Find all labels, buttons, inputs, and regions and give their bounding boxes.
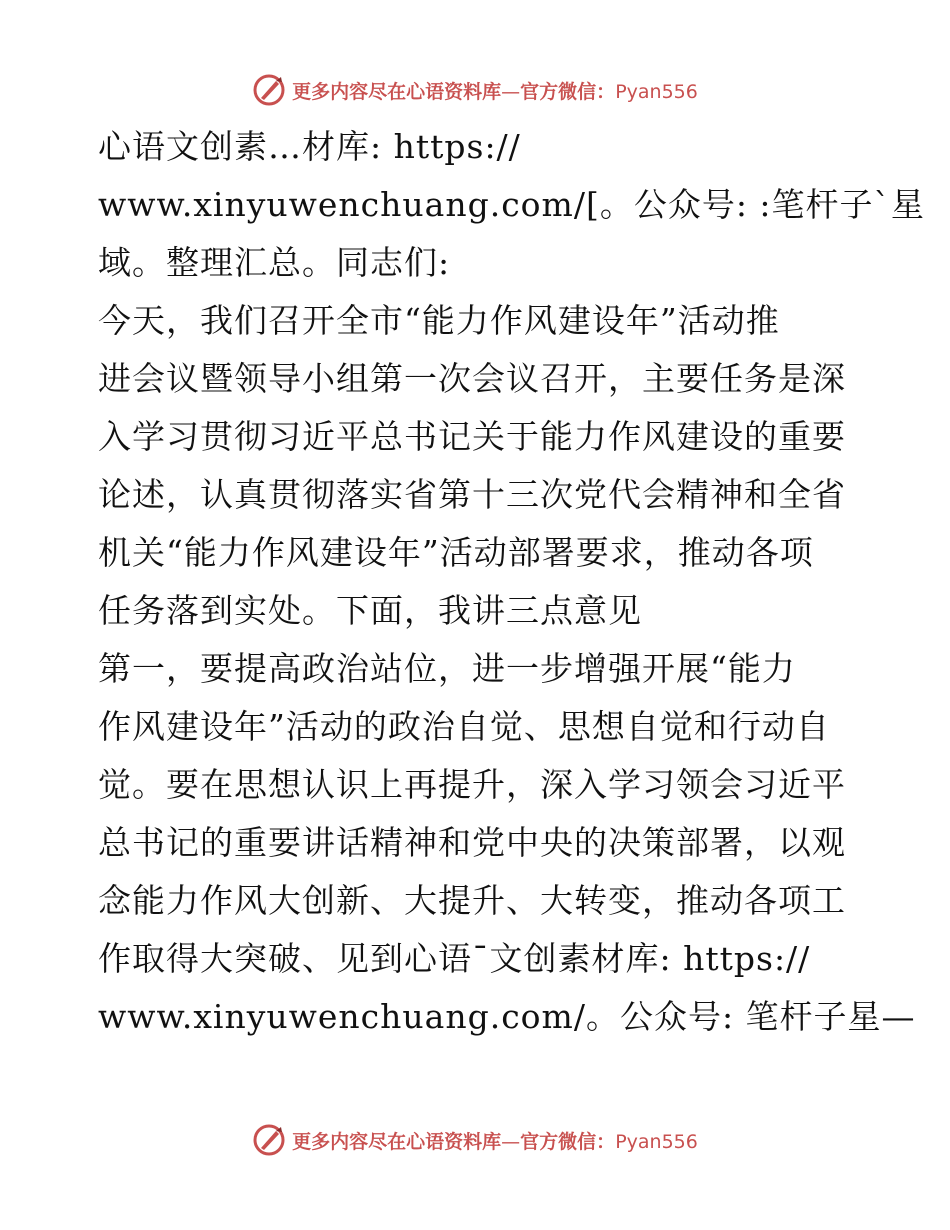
- text-line: 论述，认真贯彻落实省第十三次党代会精神和全省: [98, 475, 846, 514]
- text-line: 心语文创素…材库: https://: [98, 127, 521, 166]
- text-line: www.xinyuwenchuang.com/。公众号: 笔杆子星—: [98, 997, 916, 1036]
- banner-content: [252, 1123, 698, 1157]
- banner-text: [292, 1127, 698, 1154]
- document-body: [98, 118, 926, 1046]
- banner-title: 更多内容尽在心语资料库: [292, 1130, 502, 1153]
- paragraph-first-point: [98, 640, 916, 1046]
- quill-logo-icon: [252, 1123, 286, 1157]
- banner-wechat-id: Pyan556: [615, 1130, 698, 1153]
- footer-watermark-banner: [0, 1120, 950, 1160]
- text-line: 今天，我们召开全市“能力作风建设年”活动推: [98, 301, 780, 340]
- text-line: 域。整理汇总。同志们:: [98, 243, 451, 282]
- header-watermark-banner: [0, 70, 950, 110]
- text-line: 觉。要在思想认识上再提升，深入学习领会习近平: [98, 765, 846, 804]
- text-line: www.xinyuwenchuang.com/[。公众号: :笔杆子`星: [98, 185, 926, 224]
- banner-wechat-label: 官方微信：: [520, 80, 616, 103]
- banner-dash: —: [501, 80, 521, 103]
- banner-dash: —: [501, 1130, 521, 1153]
- text-line: 进会议暨领导小组第一次会议召开，主要任务是深: [98, 359, 846, 398]
- quill-logo-icon: [252, 73, 286, 107]
- text-line: 总书记的重要讲话精神和党中央的决策部署，以观: [98, 823, 846, 862]
- banner-wechat-id: Pyan556: [615, 80, 698, 103]
- banner-title: 更多内容尽在心语资料库: [292, 80, 502, 103]
- text-line: 入学习贯彻习近平总书记关于能力作风建设的重要: [98, 417, 846, 456]
- paragraph-opening: [98, 292, 858, 640]
- text-line: 作取得大突破、见到心语¯文创素材库: https://: [98, 939, 811, 978]
- text-line: 机关“能力作风建设年”活动部署要求，推动各项: [98, 533, 814, 572]
- banner-text: [292, 77, 698, 104]
- text-line: 第一，要提高政治站位，进一步增强开展“能力: [98, 649, 796, 688]
- banner-content: [252, 73, 698, 107]
- paragraph-intro: [98, 118, 926, 292]
- banner-wechat-label: 官方微信：: [520, 1130, 616, 1153]
- text-line: 念能力作风大创新、大提升、大转变，推动各项工: [98, 881, 846, 920]
- text-line: 作风建设年”活动的政治自觉、思想自觉和行动自: [98, 707, 830, 746]
- text-line: 任务落到实处。下面，我讲三点意见: [98, 591, 642, 630]
